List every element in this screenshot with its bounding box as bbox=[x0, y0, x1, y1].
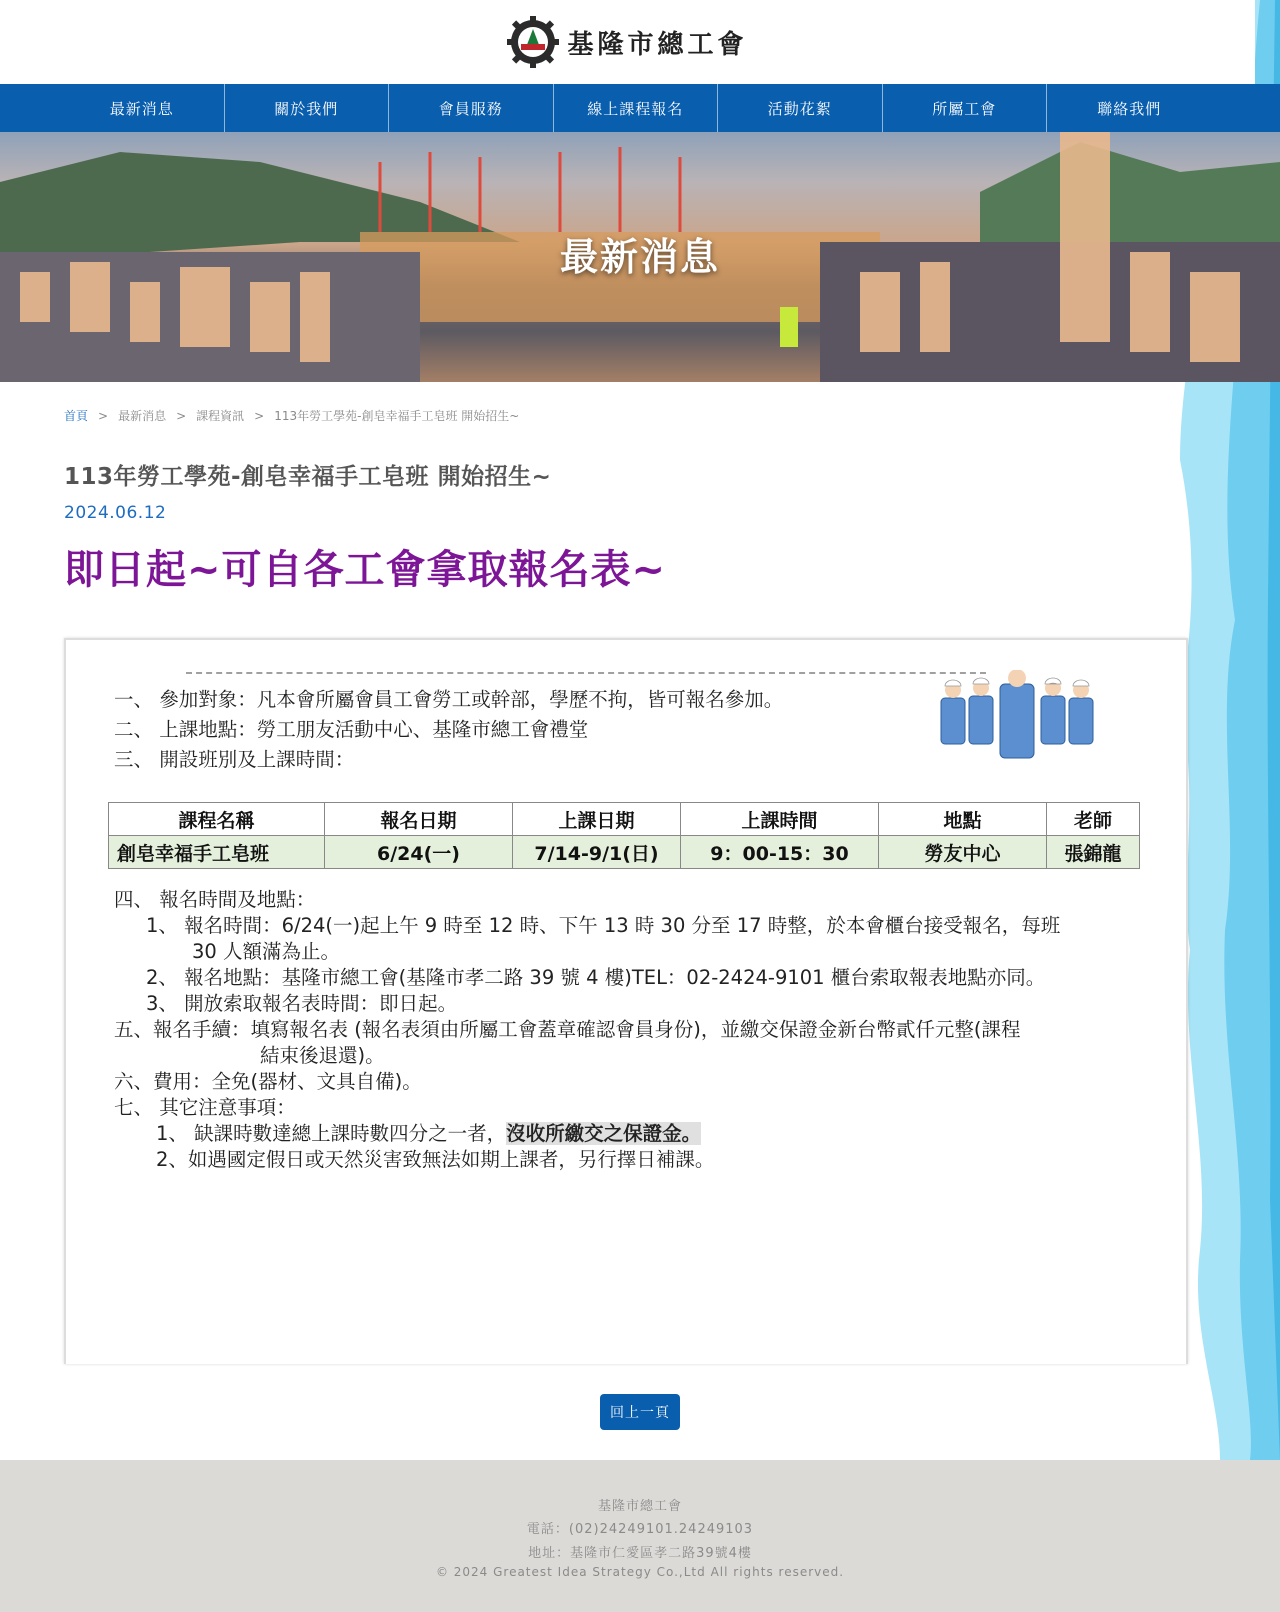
workers-illustration bbox=[936, 670, 1096, 762]
table-cell-location: 勞友中心 bbox=[879, 836, 1047, 869]
article-headline: 即日起~可自各工會拿取報名表~ bbox=[64, 547, 667, 593]
breadcrumb-separator: > bbox=[176, 408, 187, 423]
table-header-teacher: 老師 bbox=[1047, 803, 1140, 836]
doc-item-6-fee: 六、費用：全免(器材、文具自備)。 bbox=[114, 1070, 422, 1093]
breadcrumb-latest-news[interactable]: 最新消息 bbox=[118, 409, 167, 423]
nav-item-activity-gallery[interactable]: 活動花絮 bbox=[718, 84, 883, 132]
doc-item-7-2-holiday: 2、如遇國定假日或天然災害致無法如期上課者，另行擇日補課。 bbox=[156, 1148, 715, 1171]
doc-item-4-1-time: 1、 報名時間：6/24(一)起上午 9 時至 12 時、下午 13 時 30 分至 17 時整，於本會櫃台接受報名，每班 bbox=[146, 914, 1061, 937]
course-notice-document bbox=[64, 638, 1188, 1364]
footer-org-name: 基隆市總工會 bbox=[597, 1499, 682, 1514]
doc-item-2-location: 二、 上課地點：勞工朋友活動中心、基隆市總工會禮堂 bbox=[114, 718, 589, 741]
footer-address: 地址：基隆市仁愛區孝二路39號4樓 bbox=[528, 1546, 752, 1561]
nav-item-about-us[interactable]: 關於我們 bbox=[225, 84, 390, 132]
site-footer bbox=[0, 1460, 1280, 1612]
footer-phone: 電話：(02)24249101.24249103 bbox=[526, 1522, 754, 1537]
table-header-location: 地點 bbox=[879, 803, 1047, 836]
doc-item-5-refund: 結束後退還)。 bbox=[260, 1044, 385, 1067]
breadcrumb-current: 113年勞工學苑-創皂幸福手工皂班 開始招生~ bbox=[274, 409, 520, 423]
hero-banner bbox=[0, 132, 1280, 382]
doc-item-7-1-highlight: 沒收所繳交之保證金。 bbox=[506, 1122, 702, 1145]
nav-item-contact-us[interactable]: 聯絡我們 bbox=[1097, 99, 1162, 118]
nav-item-latest-news[interactable]: 最新消息 bbox=[60, 84, 225, 132]
table-row bbox=[109, 836, 1140, 869]
back-button[interactable]: 回上一頁 bbox=[600, 1394, 680, 1430]
doc-item-7-1-text: 1、 缺課時數達總上課時數四分之一者， bbox=[156, 1122, 507, 1145]
table-cell-teacher: 張錦龍 bbox=[1047, 836, 1140, 869]
course-schedule-table bbox=[108, 802, 1140, 869]
doc-item-3-class-schedule: 三、 開設班別及上課時間： bbox=[114, 748, 355, 771]
table-cell-class-time: 9：00-15：30 bbox=[681, 836, 879, 869]
table-header-registration-date: 報名日期 bbox=[325, 803, 513, 836]
main-nav bbox=[0, 84, 1280, 132]
brand-name: 基隆市總工會 bbox=[567, 29, 748, 60]
nav-item-affiliated-unions[interactable]: 所屬工會 bbox=[883, 84, 1048, 132]
site-header bbox=[0, 0, 1255, 84]
footer-copyright: © 2024 Greatest Idea Strategy Co.,Ltd All rights reserved. bbox=[435, 1565, 845, 1579]
document-cropped-top-line bbox=[186, 672, 986, 675]
table-cell-course-name: 創皂幸福手工皂班 bbox=[109, 836, 325, 869]
table-header-class-dates: 上課日期 bbox=[513, 803, 681, 836]
doc-item-4-registration: 四、 報名時間及地點： bbox=[114, 888, 316, 911]
breadcrumb-separator: > bbox=[98, 408, 109, 423]
breadcrumb bbox=[64, 407, 519, 424]
breadcrumb-home[interactable]: 首頁 bbox=[64, 409, 89, 423]
doc-item-4-1-quota: 30 人額滿為止。 bbox=[192, 940, 341, 963]
doc-item-5-procedure: 五、報名手續：填寫報名表 (報名表須由所屬工會蓋章確認會員身份)，並繳交保證金新台幣貳仟元整(課程 bbox=[114, 1018, 1021, 1041]
nav-item-online-course-registration[interactable]: 線上課程報名 bbox=[554, 84, 719, 132]
doc-item-1-eligibility: 一、 參加對象：凡本會所屬會員工會勞工或幹部，學歷不拘，皆可報名參加。 bbox=[114, 688, 784, 711]
breadcrumb-course-info[interactable]: 課程資訊 bbox=[196, 409, 245, 423]
table-cell-registration-date: 6/24(一) bbox=[325, 836, 513, 869]
doc-item-7-1-absence bbox=[156, 1118, 701, 1146]
table-header-course-name: 課程名稱 bbox=[109, 803, 325, 836]
article-title: 113年勞工學苑-創皂幸福手工皂班 開始招生~ bbox=[64, 464, 552, 490]
union-gear-logo-icon bbox=[507, 16, 559, 68]
brand[interactable] bbox=[507, 16, 747, 68]
table-header-row bbox=[109, 803, 1140, 836]
nav-item-member-services[interactable]: 會員服務 bbox=[389, 84, 554, 132]
doc-item-4-2-place: 2、 報名地點：基隆市總工會(基隆市孝二路 39 號 4 樓)TEL：02-2424-9101 櫃台索取報表地點亦同。 bbox=[146, 966, 1046, 989]
article-date: 2024.06.12 bbox=[64, 503, 167, 523]
doc-item-7-notes: 七、 其它注意事項： bbox=[114, 1096, 296, 1119]
table-header-class-time: 上課時間 bbox=[681, 803, 879, 836]
doc-item-4-3-form-time: 3、 開放索取報名表時間：即日起。 bbox=[146, 992, 458, 1015]
breadcrumb-separator: > bbox=[254, 408, 265, 423]
hero-title: 最新消息 bbox=[559, 235, 720, 279]
table-cell-class-dates: 7/14-9/1(日) bbox=[513, 836, 681, 869]
